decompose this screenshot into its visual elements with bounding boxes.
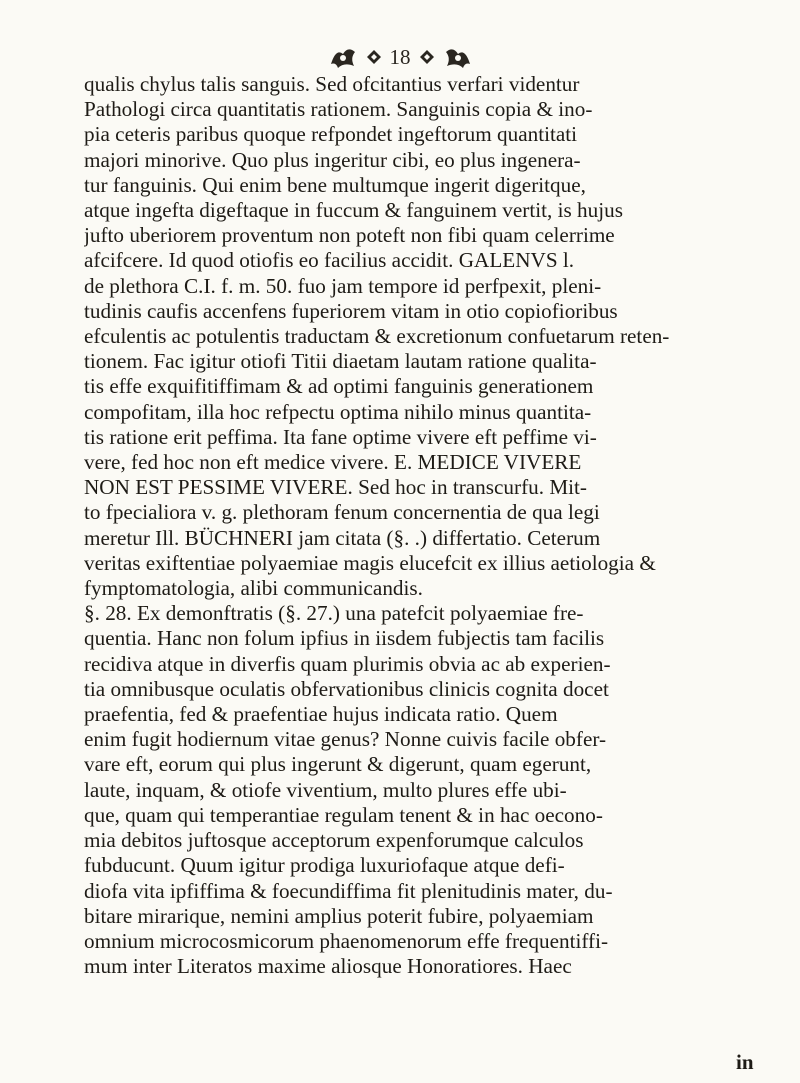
text-line: efculentis ac potulentis traductam & excretionum confuetarum reten- <box>84 324 670 349</box>
text-line: majori minorive. Quo plus ingeritur cibi, eo plus ingenera- <box>84 147 581 172</box>
catchword: in <box>736 1050 754 1074</box>
text-line: compofitam, illa hoc refpectu optima nihilo minus quantita- <box>84 399 592 424</box>
text-line: mum inter Literatos maxime aliosque Honoratiores. Haec <box>84 954 572 979</box>
text-line: fymptomatologia, alibi communicandis. <box>84 576 423 601</box>
left-fleuron-icon <box>328 44 358 70</box>
text-line: to fpecialiora v. g. plethoram fenum concernentia de qua legi <box>84 500 600 525</box>
text-line: jufto uberiorem proventum non poteft non fibi quam celerrime <box>84 223 615 248</box>
text-line: afcifcere. Id quod otiofis eo facilius accidit. GALENVS l. <box>84 248 575 273</box>
right-fleuron-icon <box>443 44 473 70</box>
text-line: vere, fed hoc non eft medice vivere. E. MEDICE VIVERE <box>84 450 582 475</box>
text-line: veritas exiftentiae polyaemiae magis elucefcit ex illius aetiologia & <box>84 550 656 575</box>
text-line: meretur Ill. BÜCHNERI jam citata (§. .) differtatio. Ceterum <box>84 525 601 550</box>
text-line: qualis chylus talis sanguis. Sed ofcitantius verfari videntur <box>84 72 580 96</box>
text-line: mia debitos juftosque acceptorum expenforumque calculos <box>84 828 584 853</box>
body-text <box>84 72 764 979</box>
text-line: tis effe exquifitiffimam & ad optimi fanguinis generationem <box>84 374 594 399</box>
diamond-ornament-icon <box>366 49 382 65</box>
text-line: que, quam qui temperantiae regulam tenent & in hac oecono- <box>84 802 603 827</box>
page-header <box>0 40 800 74</box>
text-line: tionem. Fac igitur otiofi Titii diaetam lautam ratione qualita- <box>84 349 597 374</box>
text-line: bitare mirarique, nemini amplius poterit fubire, polyaemiam <box>84 903 594 928</box>
text-line: de plethora C.I. f. m. 50. fuo jam tempore id perfpexit, pleni- <box>84 273 602 298</box>
text-line: diofa vita ipfiffima & foecundiffima fit plenitudinis mater, du- <box>84 878 613 903</box>
text-line: tur fanguinis. Qui enim bene multumque ingerit digeritque, <box>84 172 586 197</box>
text-line: §. 28. Ex demonftratis (§. 27.) una patefcit polyaemiae fre- <box>84 601 584 626</box>
text-line: NON EST PESSIME VIVERE. Sed hoc in transcurfu. Mit- <box>84 475 587 500</box>
diamond-ornament-icon <box>419 49 435 65</box>
text-line: recidiva atque in diverfis quam plurimis obvia ac ab experien- <box>84 651 611 676</box>
text-line: pia ceteris paribus quoque refpondet ingeftorum quantitati <box>84 122 578 147</box>
text-line: tis ratione erit peffima. Ita fane optime vivere eft peffime vi- <box>84 424 597 449</box>
text-line: quentia. Hanc non folum ipfius in iisdem fubjectis tam facilis <box>84 626 605 651</box>
text-line: tudinis caufis accenfens fuperiorem vitam in otio copiofioribus <box>84 298 618 323</box>
text-line: Pathologi circa quantitatis rationem. Sanguinis copia & ino- <box>84 97 593 122</box>
text-line: atque ingefta digeftaque in fuccum & fanguinem vertit, is hujus <box>84 198 623 223</box>
text-line: praefentia, fed & praefentiae hujus indicata ratio. Quem <box>84 702 558 727</box>
text-line: tia omnibusque oculatis obfervationibus clinicis cognita docet <box>84 676 609 701</box>
text-line: fubducunt. Quum igitur prodiga luxuriofaque atque defi- <box>84 853 565 878</box>
text-line: laute, inquam, & otiofe viventium, multo plures effe ubi- <box>84 777 567 802</box>
text-line: vare eft, eorum qui plus ingerunt & digerunt, quam egerunt, <box>84 752 592 777</box>
page-number: 18 <box>389 44 411 69</box>
text-line: enim fugit hodiernum vitae genus? Nonne cuivis facile obfer- <box>84 727 607 752</box>
text-line: omnium microcosmicorum phaenomenorum effe frequentiffi- <box>84 928 609 953</box>
